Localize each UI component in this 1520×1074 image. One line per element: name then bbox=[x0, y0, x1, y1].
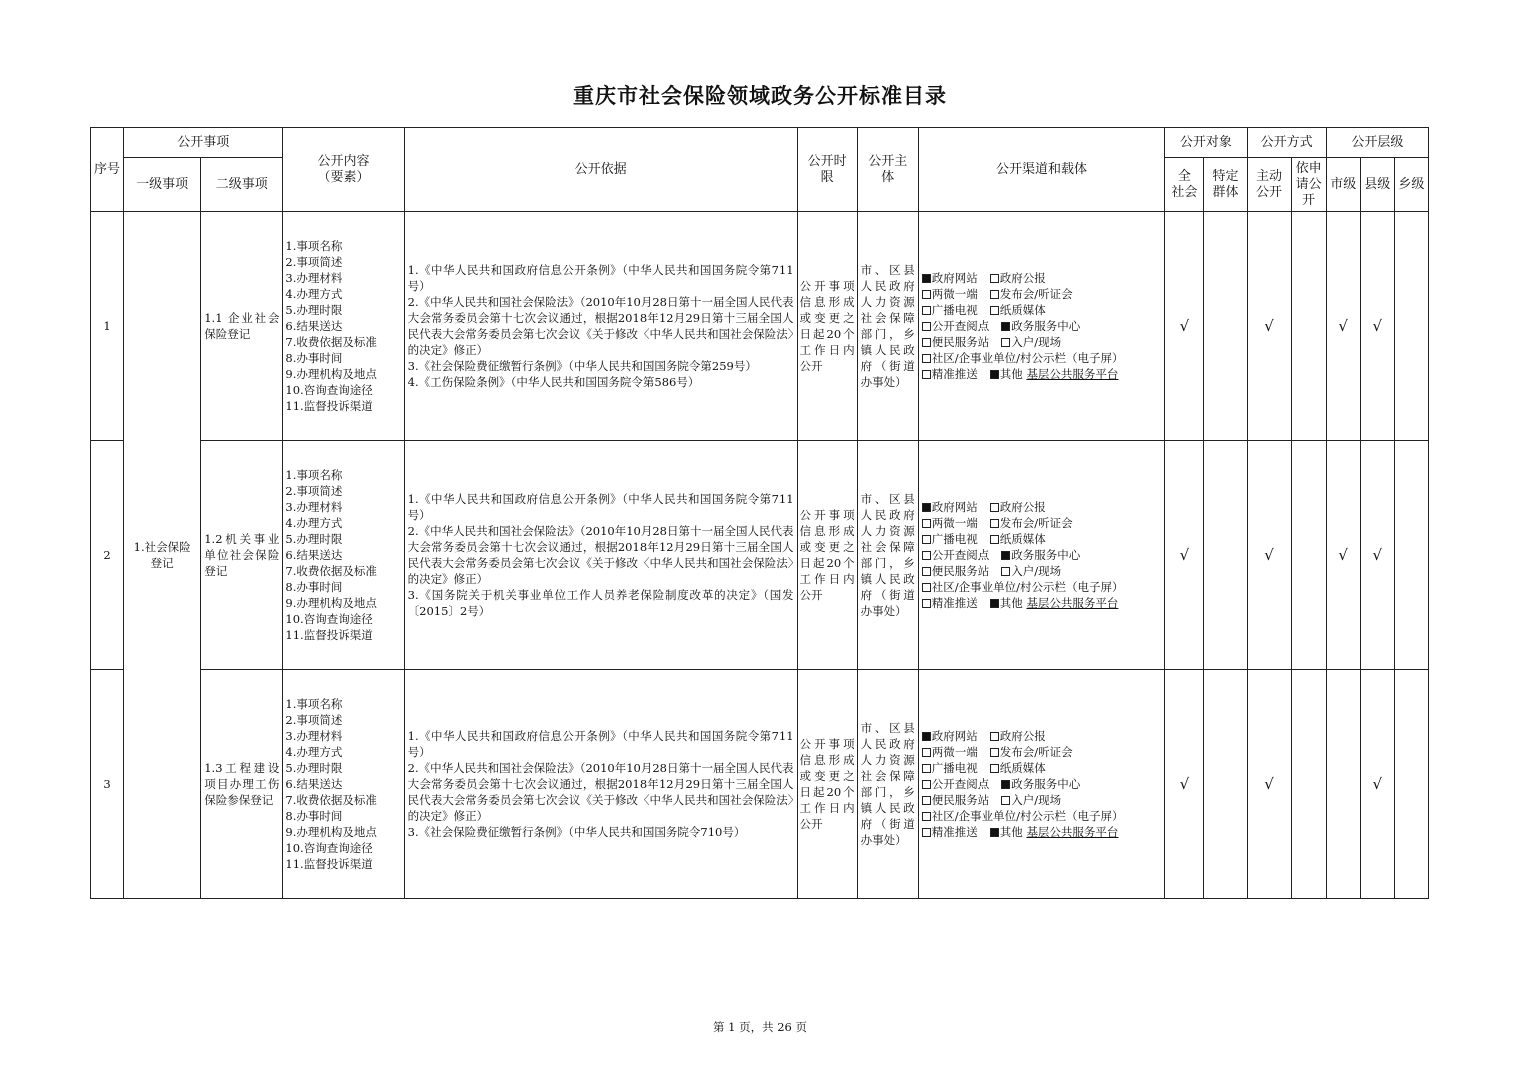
header-audience: 公开对象 bbox=[1165, 128, 1247, 158]
unchecked-box-icon bbox=[922, 519, 931, 528]
check-mark: √ bbox=[1264, 317, 1274, 335]
mark-audience-specific bbox=[1204, 212, 1247, 441]
mark-level-county bbox=[1360, 441, 1394, 670]
content-item: 1.事项名称 bbox=[285, 468, 343, 482]
content-item: 3.办理材料 bbox=[285, 729, 343, 743]
channel-option: 入户/现场 bbox=[1011, 793, 1062, 807]
content-item: 8.办事时间 bbox=[285, 351, 343, 365]
channel-list bbox=[918, 441, 1165, 670]
catalog-body bbox=[91, 212, 1429, 899]
unchecked-box-icon bbox=[922, 535, 931, 544]
table-row bbox=[91, 441, 1429, 670]
content-item: 4.办理方式 bbox=[285, 287, 343, 301]
mark-level-town bbox=[1394, 441, 1428, 670]
check-mark: √ bbox=[1179, 546, 1190, 564]
basis-item: 1.《中华人民共和国政府信息公开条例》（中华人民共和国国务院令第711号） bbox=[407, 729, 794, 759]
table-row bbox=[91, 670, 1429, 899]
channel-option: 政府公报 bbox=[999, 729, 1046, 743]
unchecked-box-icon bbox=[922, 306, 931, 315]
header-level: 公开层级 bbox=[1326, 128, 1428, 158]
check-mark: √ bbox=[1338, 317, 1348, 335]
channel-option: 发布会/听证会 bbox=[999, 287, 1073, 301]
channel-option: 精准推送 bbox=[931, 825, 978, 839]
channel-line bbox=[922, 776, 1162, 792]
time-limit: 公开事项信息形成或变更之日起20个工作日内公开 bbox=[797, 441, 857, 670]
mark-mode-request bbox=[1291, 670, 1326, 899]
basis-item: 3.《国务院关于机关事业单位工作人员养老保险制度改革的决定》（国发〔2015〕2号） bbox=[407, 588, 794, 618]
check-mark: √ bbox=[1338, 546, 1348, 564]
check-mark: √ bbox=[1264, 546, 1274, 564]
row-seq: 2 bbox=[91, 441, 124, 670]
content-item: 6.结果送达 bbox=[285, 777, 343, 791]
header-level2: 二级事项 bbox=[201, 158, 283, 212]
content-item: 8.办事时间 bbox=[285, 580, 343, 594]
basis-item: 3.《社会保险费征缴暂行条例》（中华人民共和国国务院令第259号） bbox=[407, 359, 757, 373]
channel-option: 政府公报 bbox=[999, 500, 1046, 514]
header-level-county: 县级 bbox=[1360, 158, 1394, 212]
time-limit: 公开事项信息形成或变更之日起20个工作日内公开 bbox=[797, 212, 857, 441]
channel-line bbox=[922, 366, 1162, 382]
content-item: 5.办理时限 bbox=[285, 303, 343, 317]
channel-option: 便民服务站 bbox=[931, 793, 990, 807]
content-item: 4.办理方式 bbox=[285, 516, 343, 530]
channel-option: 入户/现场 bbox=[1011, 335, 1062, 349]
checked-box-icon bbox=[990, 599, 999, 608]
channel-line bbox=[922, 318, 1162, 334]
channel-option: 纸质媒体 bbox=[999, 761, 1046, 775]
mark-audience-all bbox=[1165, 441, 1204, 670]
checked-box-icon bbox=[922, 732, 931, 741]
check-mark: √ bbox=[1372, 775, 1383, 793]
header-seq: 序号 bbox=[91, 128, 124, 212]
unchecked-box-icon bbox=[922, 338, 931, 347]
header-basis: 公开依据 bbox=[404, 128, 797, 212]
header-audience-specific: 特定 群体 bbox=[1204, 158, 1247, 212]
unchecked-box-icon bbox=[922, 583, 931, 592]
channel-option: 政府公报 bbox=[999, 271, 1046, 285]
content-item: 11.监督投诉渠道 bbox=[285, 628, 373, 642]
channel-line bbox=[922, 547, 1162, 563]
content-item: 2.事项简述 bbox=[285, 484, 343, 498]
channel-option: 入户/现场 bbox=[1011, 564, 1062, 578]
header-mode-active: 主动 公开 bbox=[1247, 158, 1291, 212]
content-item: 3.办理材料 bbox=[285, 271, 343, 285]
content-item: 9.办理机构及地点 bbox=[285, 825, 377, 839]
channel-line bbox=[922, 531, 1162, 547]
content-item: 4.办理方式 bbox=[285, 745, 343, 759]
channel-list bbox=[918, 670, 1165, 899]
header-time-limit: 公开时 限 bbox=[797, 128, 857, 212]
channel-option: 发布会/听证会 bbox=[999, 745, 1073, 759]
channel-line bbox=[922, 728, 1162, 744]
mark-level-city bbox=[1326, 212, 1360, 441]
content-item: 9.办理机构及地点 bbox=[285, 367, 377, 381]
channel-line bbox=[922, 744, 1162, 760]
content-item: 11.监督投诉渠道 bbox=[285, 857, 373, 871]
content-item: 3.办理材料 bbox=[285, 500, 343, 514]
page-title: 重庆市社会保险领域政务公开标准目录 bbox=[573, 83, 947, 108]
channel-other-detail: 基层公共服务平台 bbox=[1026, 825, 1119, 839]
header-level-city: 市级 bbox=[1326, 158, 1360, 212]
unchecked-box-icon bbox=[1001, 796, 1010, 805]
channel-option: 精准推送 bbox=[931, 367, 978, 381]
unchecked-box-icon bbox=[922, 748, 931, 757]
channel-line bbox=[922, 302, 1162, 318]
content-item: 10.咨询查询途径 bbox=[285, 612, 373, 626]
row-seq: 1 bbox=[91, 212, 124, 441]
mark-audience-all bbox=[1165, 212, 1204, 441]
unchecked-box-icon bbox=[922, 764, 931, 773]
unchecked-box-icon bbox=[990, 764, 999, 773]
mark-audience-specific bbox=[1204, 670, 1247, 899]
content-item: 5.办理时限 bbox=[285, 761, 343, 775]
content-item: 10.咨询查询途径 bbox=[285, 383, 373, 397]
content-item: 2.事项简述 bbox=[285, 713, 343, 727]
checked-box-icon bbox=[1001, 322, 1010, 331]
channel-option: 发布会/听证会 bbox=[999, 516, 1073, 530]
basis-item: 2.《中华人民共和国社会保险法》（2010年10月28日第十一届全国人民代表大会常务委员会第十七次会议通过，根据2018年12月29日第十三届全国人民代表大会常务委员会第七次会议《关于修改〈中华人民共和国社会保险法〉的决定》修正） bbox=[407, 295, 794, 357]
basis-list bbox=[404, 441, 797, 670]
check-mark: √ bbox=[1179, 317, 1190, 335]
mark-level-county bbox=[1360, 670, 1394, 899]
channel-line bbox=[922, 824, 1162, 840]
check-mark: √ bbox=[1264, 775, 1274, 793]
channel-option: 其他 bbox=[999, 825, 1023, 839]
check-mark: √ bbox=[1372, 546, 1383, 564]
channel-line bbox=[922, 350, 1162, 366]
basis-item: 2.《中华人民共和国社会保险法》（2010年10月28日第十一届全国人民代表大会常务委员会第十七次会议通过，根据2018年12月29日第十三届全国人民代表大会常务委员会第七次会议《关于修改〈中华人民共和国社会保险法〉的决定》修正） bbox=[407, 761, 794, 823]
content-item: 7.收费依据及标准 bbox=[285, 564, 377, 578]
channel-option: 政府网站 bbox=[931, 729, 978, 743]
mark-mode-active bbox=[1247, 670, 1291, 899]
unchecked-box-icon bbox=[922, 290, 931, 299]
header-mode-request: 依申 请公 开 bbox=[1291, 158, 1326, 212]
channel-line bbox=[922, 499, 1162, 515]
checked-box-icon bbox=[922, 274, 931, 283]
channel-option: 纸质媒体 bbox=[999, 532, 1046, 546]
content-item: 6.结果送达 bbox=[285, 319, 343, 333]
basis-item: 2.《中华人民共和国社会保险法》（2010年10月28日第十一届全国人民代表大会常务委员会第十七次会议通过，根据2018年12月29日第十三届全国人民代表大会常务委员会第七次会议《关于修改〈中华人民共和国社会保险法〉的决定》修正） bbox=[407, 524, 794, 586]
level1-item: 1.社会保险登记 bbox=[124, 212, 201, 899]
content-item: 8.办事时间 bbox=[285, 809, 343, 823]
channel-line bbox=[922, 595, 1162, 611]
content-item: 10.咨询查询途径 bbox=[285, 841, 373, 855]
content-item: 1.事项名称 bbox=[285, 697, 343, 711]
check-mark: √ bbox=[1179, 775, 1190, 793]
mark-mode-active bbox=[1247, 441, 1291, 670]
checked-box-icon bbox=[922, 503, 931, 512]
channel-option: 两微一端 bbox=[931, 287, 978, 301]
unchecked-box-icon bbox=[990, 519, 999, 528]
channel-line bbox=[922, 334, 1162, 350]
content-items bbox=[283, 212, 404, 441]
content-item: 7.收费依据及标准 bbox=[285, 335, 377, 349]
content-items bbox=[283, 670, 404, 899]
unchecked-box-icon bbox=[922, 828, 931, 837]
header-mode: 公开方式 bbox=[1247, 128, 1326, 158]
mark-level-town bbox=[1394, 212, 1428, 441]
channel-option: 广播电视 bbox=[931, 761, 978, 775]
mark-level-city bbox=[1326, 441, 1360, 670]
basis-item: 4.《工伤保险条例》（中华人民共和国国务院令第586号） bbox=[407, 375, 700, 389]
level2-item: 1.3工程建设项目办理工伤保险参保登记 bbox=[201, 670, 283, 899]
header-matters: 公开事项 bbox=[124, 128, 283, 158]
channel-other-detail: 基层公共服务平台 bbox=[1026, 596, 1119, 610]
content-item: 9.办理机构及地点 bbox=[285, 596, 377, 610]
header-channel: 公开渠道和载体 bbox=[918, 128, 1165, 212]
mark-level-town bbox=[1394, 670, 1428, 899]
channel-other-detail: 基层公共服务平台 bbox=[1026, 367, 1119, 381]
unchecked-box-icon bbox=[922, 567, 931, 576]
mark-level-city bbox=[1326, 670, 1360, 899]
unchecked-box-icon bbox=[990, 306, 999, 315]
unchecked-box-icon bbox=[990, 732, 999, 741]
channel-option: 两微一端 bbox=[931, 745, 978, 759]
channel-option: 政务服务中心 bbox=[1011, 777, 1081, 791]
mark-mode-active bbox=[1247, 212, 1291, 441]
channel-option: 政务服务中心 bbox=[1011, 548, 1081, 562]
basis-item: 1.《中华人民共和国政府信息公开条例》（中华人民共和国国务院令第711号） bbox=[407, 492, 794, 522]
channel-option: 其他 bbox=[999, 367, 1023, 381]
channel-option: 便民服务站 bbox=[931, 564, 990, 578]
channel-option: 广播电视 bbox=[931, 532, 978, 546]
channel-option: 两微一端 bbox=[931, 516, 978, 530]
basis-item: 1.《中华人民共和国政府信息公开条例》（中华人民共和国国务院令第711号） bbox=[407, 263, 794, 293]
channel-line bbox=[922, 515, 1162, 531]
checked-box-icon bbox=[1001, 551, 1010, 560]
channel-option: 政务服务中心 bbox=[1011, 319, 1081, 333]
catalog-table bbox=[90, 127, 1429, 899]
channel-line bbox=[922, 563, 1162, 579]
header-level-town: 乡级 bbox=[1394, 158, 1428, 212]
unchecked-box-icon bbox=[1001, 338, 1010, 347]
channel-option: 社区/企事业单位/村公示栏（电子屏） bbox=[931, 580, 1124, 594]
unchecked-box-icon bbox=[990, 503, 999, 512]
unchecked-box-icon bbox=[990, 290, 999, 299]
basis-list bbox=[404, 212, 797, 441]
channel-option: 精准推送 bbox=[931, 596, 978, 610]
unchecked-box-icon bbox=[922, 796, 931, 805]
channel-line bbox=[922, 579, 1162, 595]
unchecked-box-icon bbox=[922, 354, 931, 363]
channel-option: 其他 bbox=[999, 596, 1023, 610]
content-items bbox=[283, 441, 404, 670]
channel-option: 政府网站 bbox=[931, 271, 978, 285]
channel-line bbox=[922, 760, 1162, 776]
content-item: 5.办理时限 bbox=[285, 532, 343, 546]
channel-option: 广播电视 bbox=[931, 303, 978, 317]
channel-option: 社区/企事业单位/村公示栏（电子屏） bbox=[931, 351, 1124, 365]
mark-mode-request bbox=[1291, 441, 1326, 670]
subject: 市、区县人民政府人力资源社会保障部门，乡镇人民政府（街道办事处） bbox=[857, 670, 918, 899]
unchecked-box-icon bbox=[922, 812, 931, 821]
table-row bbox=[91, 212, 1429, 441]
unchecked-box-icon bbox=[922, 599, 931, 608]
unchecked-box-icon bbox=[1001, 567, 1010, 576]
mark-audience-all bbox=[1165, 670, 1204, 899]
check-mark: √ bbox=[1372, 317, 1383, 335]
checked-box-icon bbox=[990, 370, 999, 379]
channel-option: 社区/企事业单位/村公示栏（电子屏） bbox=[931, 809, 1124, 823]
header-audience-all: 全 社会 bbox=[1165, 158, 1204, 212]
mark-audience-specific bbox=[1204, 441, 1247, 670]
unchecked-box-icon bbox=[922, 780, 931, 789]
checked-box-icon bbox=[1001, 780, 1010, 789]
subject: 市、区县人民政府人力资源社会保障部门，乡镇人民政府（街道办事处） bbox=[857, 212, 918, 441]
channel-option: 公开查阅点 bbox=[931, 777, 990, 791]
channel-line bbox=[922, 808, 1162, 824]
unchecked-box-icon bbox=[990, 535, 999, 544]
row-seq: 3 bbox=[91, 670, 124, 899]
content-item: 11.监督投诉渠道 bbox=[285, 399, 373, 413]
header-content: 公开内容 （要素） bbox=[283, 128, 404, 212]
checked-box-icon bbox=[990, 828, 999, 837]
unchecked-box-icon bbox=[922, 322, 931, 331]
channel-list bbox=[918, 212, 1165, 441]
time-limit: 公开事项信息形成或变更之日起20个工作日内公开 bbox=[797, 670, 857, 899]
mark-level-county bbox=[1360, 212, 1394, 441]
channel-option: 公开查阅点 bbox=[931, 319, 990, 333]
channel-line bbox=[922, 270, 1162, 286]
subject: 市、区县人民政府人力资源社会保障部门，乡镇人民政府（街道办事处） bbox=[857, 441, 918, 670]
unchecked-box-icon bbox=[990, 748, 999, 757]
level2-item: 1.1 企业社会保险登记 bbox=[201, 212, 283, 441]
channel-option: 公开查阅点 bbox=[931, 548, 990, 562]
content-item: 1.事项名称 bbox=[285, 239, 343, 253]
page-footer: 第 1 页，共 26 页 bbox=[712, 1020, 808, 1034]
level2-item: 1.2机关事业单位社会保险登记 bbox=[201, 441, 283, 670]
header-level1: 一级事项 bbox=[124, 158, 201, 212]
channel-option: 纸质媒体 bbox=[999, 303, 1046, 317]
channel-option: 便民服务站 bbox=[931, 335, 990, 349]
unchecked-box-icon bbox=[922, 370, 931, 379]
content-item: 6.结果送达 bbox=[285, 548, 343, 562]
unchecked-box-icon bbox=[922, 551, 931, 560]
channel-line bbox=[922, 286, 1162, 302]
basis-list bbox=[404, 670, 797, 899]
unchecked-box-icon bbox=[990, 274, 999, 283]
mark-mode-request bbox=[1291, 212, 1326, 441]
content-item: 7.收费依据及标准 bbox=[285, 793, 377, 807]
content-item: 2.事项简述 bbox=[285, 255, 343, 269]
channel-option: 政府网站 bbox=[931, 500, 978, 514]
basis-item: 3.《社会保险费征缴暂行条例》（中华人民共和国国务院令710号） bbox=[407, 825, 746, 839]
channel-line bbox=[922, 792, 1162, 808]
header-subject: 公开主 体 bbox=[857, 128, 918, 212]
